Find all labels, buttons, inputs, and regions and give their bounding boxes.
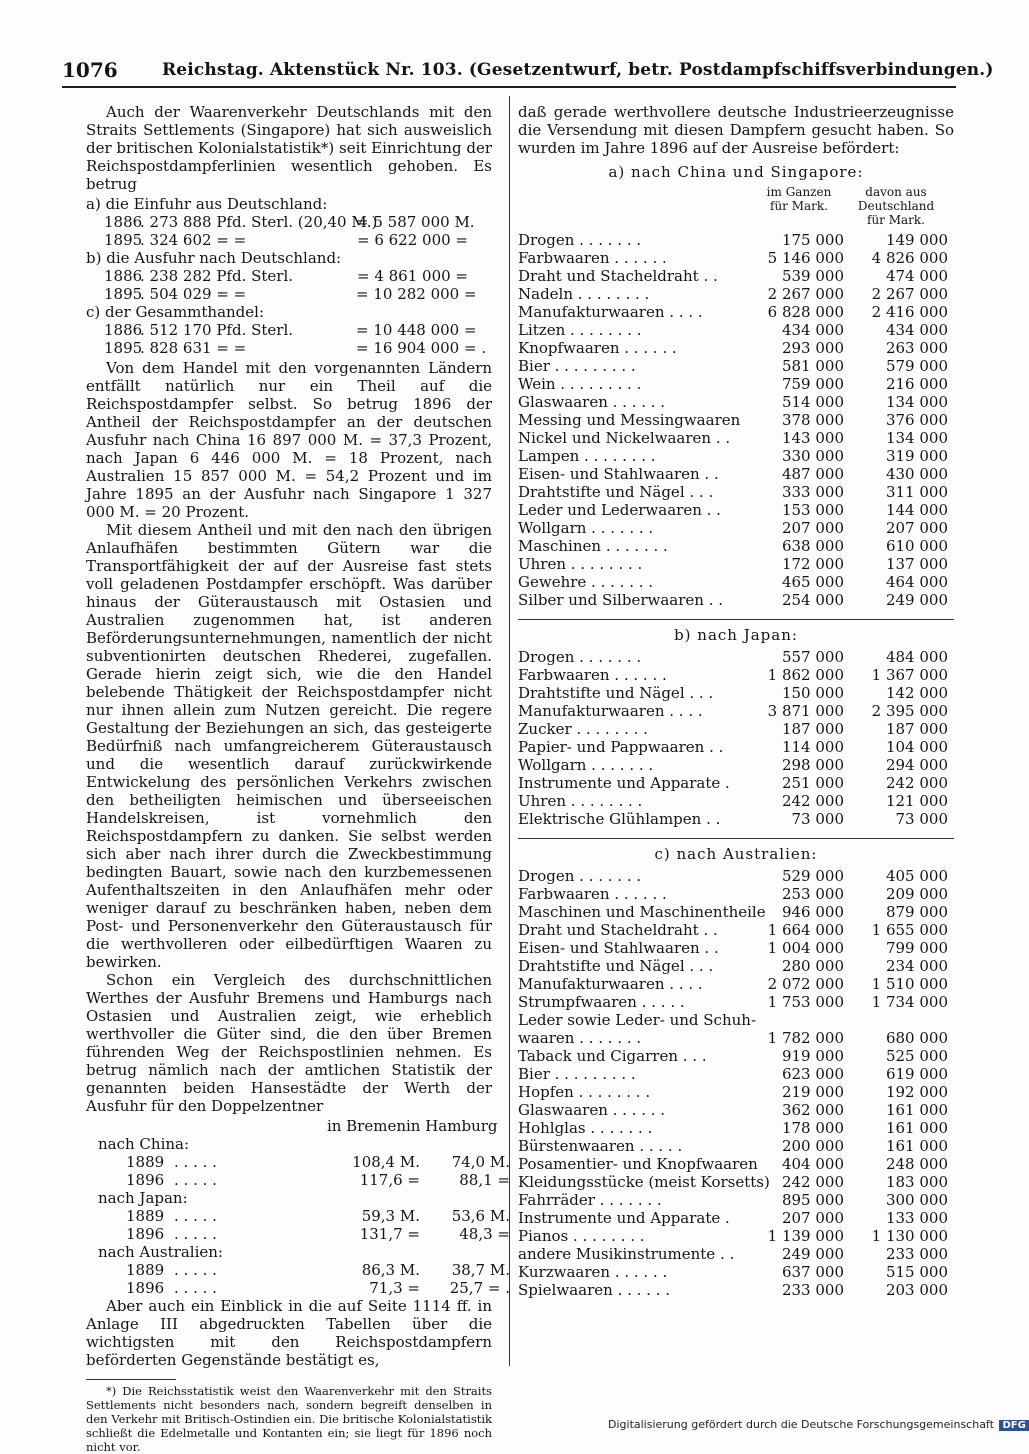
table-row: Posamentier- und Knopfwaaren 404 000 248 000 xyxy=(518,1155,948,1173)
comparison-row: 1896 . . . . . 131,7 = 48,3 = xyxy=(126,1225,510,1243)
paragraph: Aber auch ein Einblick in die auf Seite 1114 ff. in Anlage III abgedruckten Tabellen über die wichtigsten mit den Reichspostdampfern beförderten Gegenstände bestätigt es, xyxy=(86,1297,492,1369)
comparison-row: 1889 . . . . . 59,3 M. 53,6 M. xyxy=(126,1207,510,1225)
paragraph: Von dem Handel mit den vorgenannten Ländern entfällt natürlich nur ein Theil auf die Reichspostdampfer selbst. So betrug 1896 der Antheil der Reichspostdampfer an der deutschen Ausfuhr nach China 16 897 000 M. = 37,3 Prozent, nach Japan 6 446 000 M. = 18 Prozent, nach Australien 15 857 000 M. = 54,2 Prozent und im Jahre 1895 an der Ausfuhr nach Singapore 1 327 000 M. = 20 Prozent. xyxy=(86,359,492,521)
table-row: Wollgarn . . . . . . . 207 000 207 000 xyxy=(518,519,948,537)
running-title: Reichstag. Aktenstück Nr. 103. (Gesetzentwurf, betr. Postdampfschiffsverbindungen.) xyxy=(162,60,994,80)
right-column xyxy=(518,103,954,1299)
table-row: Manufakturwaaren . . . . 3 871 000 2 395 000 xyxy=(518,702,948,720)
section-title: b) nach Japan: xyxy=(674,626,798,644)
digitization-credit: Digitalisierung gefördert durch die Deutsche Forschungsgemeinschaft DFG xyxy=(608,1418,1029,1431)
trade-item-label: c) der Gesammthandel: xyxy=(86,303,265,321)
table-row: Eisen- und Stahlwaaren . . 487 000 430 000 xyxy=(518,465,948,483)
footnote-rule xyxy=(86,1379,176,1380)
trade-item-label: b) die Ausfuhr nach Deutschland: xyxy=(86,249,342,267)
left-column xyxy=(86,103,510,1454)
table-row: Maschinen und Maschinentheile 946 000 879 000 xyxy=(518,903,948,921)
paragraph: Schon ein Vergleich des durchschnittlichen Werthes der Ausfuhr Bremens und Hamburgs nach Ostasien und Australien zeigt, wie erheblich werthvoller die Güter sind, die den über Bremen führenden Weg der Reichspostlinien nehmen. Es betrug nämlich nach der amtlichen Statistik der genannten beiden Hansestädte der Werth der Ausfuhr für den Doppelzentner xyxy=(86,971,492,1115)
section-title: c) nach Australien: xyxy=(654,845,818,863)
page-header xyxy=(62,58,994,88)
paragraph: Auch der Waarenverkehr Deutschlands mit den Straits Settlements (Singapore) hat sich ausweislich der britischen Kolonialstatistik*) seit Einrichtung der Reichspostdampferlinien wesentlich gehoben. Es betrug xyxy=(86,103,492,193)
table-row: Instrumente und Apparate . 251 000 242 000 xyxy=(518,774,948,792)
table-row: Knopfwaaren . . . . . . 293 000 263 000 xyxy=(518,339,948,357)
comparison-row: 1896 . . . . . 117,6 = 88,1 = xyxy=(126,1171,510,1189)
table-row: Farbwaaren . . . . . . 5 146 000 4 826 000 xyxy=(518,249,948,267)
column-total: im Ganzen für Mark. xyxy=(766,185,832,213)
table-row: Bürstenwaaren . . . . . 200 000 161 000 xyxy=(518,1137,948,1155)
comparison-group-label: nach China: xyxy=(98,1135,190,1153)
table-row: Drogen . . . . . . . 529 000 405 000 xyxy=(518,867,948,885)
trade-row: 1895 . 504 029 = = = 10 282 000 = xyxy=(104,285,477,303)
table-row: Wollgarn . . . . . . . 298 000 294 000 xyxy=(518,756,948,774)
table-row: Glaswaaren . . . . . . 362 000 161 000 xyxy=(518,1101,948,1119)
table-row: Leder sowie Leder- und Schuh- xyxy=(518,1011,757,1029)
table-row: Uhren . . . . . . . . 172 000 137 000 xyxy=(518,555,948,573)
table-row: Taback und Cigarren . . . 919 000 525 000 xyxy=(518,1047,948,1065)
section-separator xyxy=(518,838,954,839)
table-row: Wein . . . . . . . . . 759 000 216 000 xyxy=(518,375,948,393)
column-from-germany: davon aus Deutschland für Mark. xyxy=(857,185,935,227)
table-row: Bier . . . . . . . . . 623 000 619 000 xyxy=(518,1065,948,1083)
comparison-row: 1896 . . . . . 71,3 = 25,7 = . xyxy=(126,1279,510,1297)
export-tables xyxy=(518,163,954,1299)
table-row: Nickel und Nickelwaaren . . 143 000 134 000 xyxy=(518,429,948,447)
trade-item-label: a) die Einfuhr aus Deutschland: xyxy=(86,195,328,213)
trade-item xyxy=(86,195,492,249)
table-row: Glaswaaren . . . . . . 514 000 134 000 xyxy=(518,393,948,411)
trade-item xyxy=(86,249,492,303)
header-hamburg: in Hamburg xyxy=(406,1117,498,1135)
comparison-group-label: nach Japan: xyxy=(98,1189,188,1207)
trade-figures xyxy=(86,195,492,357)
trade-row: 1895 . 828 631 = = = 16 904 000 = . xyxy=(104,339,487,357)
table-row: Strumpfwaaren . . . . . 1 753 000 1 734 000 xyxy=(518,993,948,1011)
section-separator xyxy=(518,619,954,620)
table-row: Drahtstifte und Nägel . . . 333 000 311 000 xyxy=(518,483,948,501)
dfg-logo: DFG xyxy=(999,1420,1028,1431)
paragraph: daß gerade werthvollere deutsche Industrieerzeugnisse die Versendung mit diesen Dampfern gesucht haben. So wurden im Jahre 1896 auf der Ausreise befördert: xyxy=(518,103,954,157)
table-row: andere Musikinstrumente . . 249 000 233 000 xyxy=(518,1245,948,1263)
table-row: Hopfen . . . . . . . . 219 000 192 000 xyxy=(518,1083,948,1101)
table-row: Papier- und Pappwaaren . . 114 000 104 000 xyxy=(518,738,948,756)
table-row: Kurzwaaren . . . . . . 637 000 515 000 xyxy=(518,1263,948,1281)
table-row: Silber und Silberwaaren . . 254 000 249 000 xyxy=(518,591,948,609)
table-row: Draht und Stacheldraht . . 539 000 474 000 xyxy=(518,267,948,285)
comparison-row: 1889 . . . . . 86,3 M. 38,7 M. xyxy=(126,1261,510,1279)
section-title: a) nach China und Singapore: xyxy=(608,163,864,181)
table-row: waaren . . . . . . . 1 782 000 680 000 xyxy=(518,1029,948,1047)
footnote: *) Die Reichsstatistik weist den Waarenverkehr mit den Straits Settlements nicht besonders nach, sondern begreift denselben in den Verkehr mit Britisch-Ostindien ein. Die britische Kolonialstatistik schließt die Edelmetalle und Kontanten ein; sie liegt für 1896 noch nicht vor. xyxy=(86,1384,492,1454)
table-row: Gewehre . . . . . . . 465 000 464 000 xyxy=(518,573,948,591)
table-row: Drogen . . . . . . . 175 000 149 000 xyxy=(518,231,948,249)
trade-row: 1886 . 238 282 Pfd. Sterl. = 4 861 000 = xyxy=(104,267,468,285)
header-bremen: in Bremen xyxy=(326,1117,406,1135)
table-row: Bier . . . . . . . . . 581 000 579 000 xyxy=(518,357,948,375)
table-row: Nadeln . . . . . . . . 2 267 000 2 267 000 xyxy=(518,285,948,303)
table-row: Lampen . . . . . . . . 330 000 319 000 xyxy=(518,447,948,465)
table-row: Hohlglas . . . . . . . 178 000 161 000 xyxy=(518,1119,948,1137)
table-row: Farbwaaren . . . . . . 253 000 209 000 xyxy=(518,885,948,903)
table-row: Drogen . . . . . . . 557 000 484 000 xyxy=(518,648,948,666)
table-row: Kleidungsstücke (meist Korsetts) 242 000 183 000 xyxy=(518,1173,948,1191)
comparison-header xyxy=(86,1117,498,1135)
header-rule xyxy=(62,86,956,88)
table-row: Messing und Messingwaaren 378 000 376 000 xyxy=(518,411,948,429)
table-header xyxy=(518,185,954,227)
value-comparison xyxy=(86,1117,510,1297)
trade-row: 1886 . 273 888 Pfd. Sterl. (20,40 M.) = 5 587 000 M. xyxy=(104,213,475,231)
trade-item xyxy=(86,303,492,357)
table-row: Zucker . . . . . . . . 187 000 187 000 xyxy=(518,720,948,738)
page-number: 1076 xyxy=(62,58,118,82)
table-row: Instrumente und Apparate . 207 000 133 000 xyxy=(518,1209,948,1227)
table-row: Maschinen . . . . . . . 638 000 610 000 xyxy=(518,537,948,555)
table-row: Litzen . . . . . . . . 434 000 434 000 xyxy=(518,321,948,339)
table-row: Uhren . . . . . . . . 242 000 121 000 xyxy=(518,792,948,810)
table-row: Leder und Lederwaaren . . 153 000 144 000 xyxy=(518,501,948,519)
table-row: Fahrräder . . . . . . . 895 000 300 000 xyxy=(518,1191,948,1209)
trade-row: 1886 . 512 170 Pfd. Sterl. = 10 448 000 = xyxy=(104,321,477,339)
table-row: Draht und Stacheldraht . . 1 664 000 1 655 000 xyxy=(518,921,948,939)
table-row: Manufakturwaaren . . . . 6 828 000 2 416 000 xyxy=(518,303,948,321)
table-row: Elektrische Glühlampen . . 73 000 73 000 xyxy=(518,810,948,828)
table-row: Drahtstifte und Nägel . . . 280 000 234 000 xyxy=(518,957,948,975)
table-row: Farbwaaren . . . . . . 1 862 000 1 367 000 xyxy=(518,666,948,684)
table-row: Pianos . . . . . . . . 1 139 000 1 130 000 xyxy=(518,1227,948,1245)
table-row: Drahtstifte und Nägel . . . 150 000 142 000 xyxy=(518,684,948,702)
table-row: Manufakturwaaren . . . . 2 072 000 1 510 000 xyxy=(518,975,948,993)
comparison-row: 1889 . . . . . 108,4 M. 74,0 M. xyxy=(126,1153,510,1171)
comparison-group-label: nach Australien: xyxy=(98,1243,223,1261)
trade-row: 1895 . 324 602 = = = 6 622 000 = xyxy=(104,231,468,249)
paragraph: Mit diesem Antheil und mit den nach den übrigen Anlaufhäfen bestimmten Gütern war die Transportfähigkeit der auf der Ausreise fast stets voll geladenen Postdampfer erschöpft. Was darüber hinaus der Güteraustausch mit Ostasien und Australien zugenommen hat, ist anderen Beförderungsunternehmungen, namentlich der nicht subventionirten deutschen Rhederei, zugefallen. Gerade hierin zeigt sich, wie die den Handel belebende Thätigkeit der Reichspostdampfer nicht nur ihnen allein zum Nutzen gereicht. Die regere Gestaltung der Beziehungen an sich, das gesteigerte Bedürfniß nach umfangreicherem Güteraustausch und die wesentlich darauf zurückwirkende Entwickelung des persönlichen Verkehrs zwischen den betheiligten heimischen und überseeischen Handelskreisen, ist vornehmlich den Reichspostdampfern zu danken. Sie selbst werden sich aber nach ihrer durch die Zweckbestimmung bedingten Bauart, sowie nach den kurzbemessenen Aufenthaltszeiten in den Anlaufhäfen mehr oder weniger darauf zu beschränken haben, neben dem Post- und Personenverkehr den Güteraustausch für die werthvolleren oder eilbedürftigen Waaren zu bewirken. xyxy=(86,521,492,971)
table-row: Eisen- und Stahlwaaren . . 1 004 000 799 000 xyxy=(518,939,948,957)
table-row: Spielwaaren . . . . . . 233 000 203 000 xyxy=(518,1281,948,1299)
